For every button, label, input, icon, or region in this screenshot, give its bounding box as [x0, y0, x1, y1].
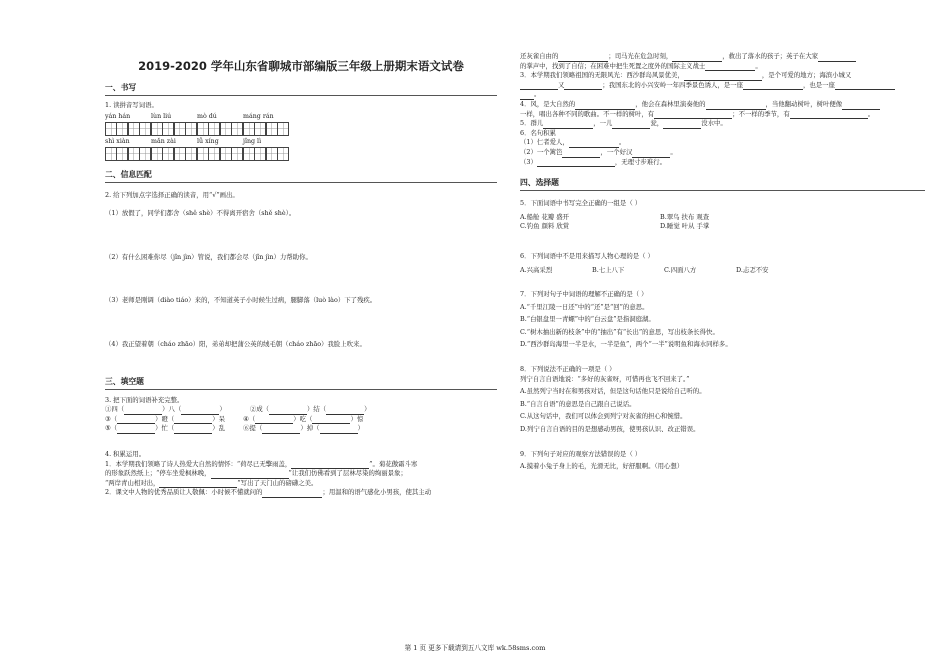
answer-blank[interactable]	[269, 407, 307, 415]
option-a[interactable]: A.船舱 花瓣 盛开	[520, 212, 570, 221]
option-b[interactable]: B.“白银盘里一青螺”中的“白云盘”是指洞庭湖。	[520, 315, 655, 324]
pinyin-item: mò dú	[197, 113, 243, 136]
option-c[interactable]: C.从这句话中，我们可以体会到列宁对灰雀的担心和惋惜。	[520, 412, 687, 421]
answer-blank[interactable]	[612, 121, 650, 129]
writing-grid[interactable]	[243, 147, 289, 161]
section-heading-matching: 二、信息匹配	[105, 169, 497, 183]
option-a[interactable]: A.摸着小兔子身上的毛，光滑无比，好舒服啊。（用心想）	[520, 462, 684, 471]
section-heading-choice: 四、选择题	[520, 177, 925, 191]
option-d[interactable]: D.睡觉 叶从 手掌	[660, 222, 710, 231]
question-2: 2. 给下列加点字选择正确的读音，用“√”画出。	[105, 190, 239, 199]
writing-grid[interactable]	[105, 122, 151, 136]
answer-blank[interactable]	[842, 102, 880, 110]
question-4-3-line-1: 3．本学期我们领略祖国的无限风光：西沙群岛风景优美， ，是个可爱的地方；海滨小城又	[520, 71, 852, 80]
answer-blank[interactable]	[706, 102, 766, 110]
question-4-6-1: （1）仁者爱人， 。	[520, 138, 626, 147]
answer-blank[interactable]	[262, 426, 300, 434]
option-a[interactable]: A.虽然列宁当时在和男孩对话，但是这句话他只是说给自己听的。	[520, 387, 706, 396]
question-4-line-3: “两岸青山相对出， ”写出了天门山的磅礴之美。	[105, 478, 318, 487]
question-8-quote: 列宁自言自语地说：“多好的灰雀呀，可惜再也飞不回来了。”	[520, 374, 690, 383]
answer-blank[interactable]	[320, 426, 358, 434]
pinyin-row-1	[105, 113, 497, 136]
answer-blank[interactable]	[835, 82, 895, 90]
answer-blank[interactable]	[262, 490, 322, 498]
answer-blank[interactable]	[790, 111, 868, 119]
right-column	[520, 52, 925, 472]
question-4-line-2: 的形象跃然纸上；“停车坐爱枫林晚， ”让我们仿佛看到了层林尽染的绚丽景象；	[105, 469, 407, 478]
option-c[interactable]: C.“树木抽出新的枝条”中的“抽出”有“长出”的意思，写出枝条长得快。	[520, 327, 719, 336]
answer-blank[interactable]	[663, 121, 701, 129]
option-c[interactable]: C.四面八方	[664, 265, 697, 274]
question-6: 6．下列词语中不是用来描写人物心理的是（ ）	[520, 251, 654, 260]
question-4-5: 5．群儿 ，一儿 瓮， 没水中。	[520, 119, 727, 128]
writing-grid[interactable]	[151, 122, 197, 136]
answer-blank[interactable]	[684, 73, 762, 81]
page-title: 2019-2020 学年山东省聊城市部编版三年级上册期末语文试卷	[138, 59, 464, 73]
answer-blank[interactable]	[558, 54, 608, 62]
question-4-4-line-1: 4．风，是大自然的 ，他会在森林里演奏他的 ，当他翻动树叶，树叶便像	[520, 100, 925, 110]
question-4-4-line-2: 一样，唱出各种不同的歌曲。不一样的树叶，有 ；不一样的季节，有 。	[520, 109, 875, 118]
continuation-line-1: 还灰雀自由的 ；司马光在危急时刻， ，救出了落水的孩子；英子在大家	[520, 52, 925, 62]
answer-blank[interactable]	[520, 92, 534, 100]
pinyin-item: lǚ xíng	[197, 138, 243, 161]
question-4-3-line-2: 又 ；我国东北的小兴安岭一年四季景色诱人，是一座 ，也是一座	[520, 81, 925, 91]
pinyin-row-2	[105, 138, 497, 161]
fill-row-3: ⑤（ ）忙（ ）乱 ⑥提（ ）掉（ ）	[105, 424, 364, 433]
option-c[interactable]: C.钓鱼 颜料 欣赏	[520, 222, 570, 231]
question-2-item-2: （2）有什么困难你尽（jǐn jìn）管说，我们都会尽（jǐn jìn）力帮助你。	[105, 252, 312, 261]
question-9: 9．下列句子对应的观察方法错误的是（ ）	[520, 449, 642, 458]
question-5: 5．下面词语中书写完全正确的一组是（ ）	[520, 199, 642, 208]
answer-blank[interactable]	[654, 111, 732, 119]
question-1: 1. 读拼音写词语。	[105, 101, 158, 109]
answer-blank[interactable]	[672, 54, 722, 62]
answer-blank[interactable]	[117, 416, 155, 424]
question-4-line-4: 2．课文中人物的优秀品质让人敬佩：小时候不懂就问的 ；用温和的语气感化小男孩，使其主动	[105, 488, 432, 497]
answer-blank[interactable]	[174, 416, 212, 424]
answer-blank[interactable]	[543, 121, 593, 129]
question-7: 7．下列对句子中词语的理解不正确的是（ ）	[520, 290, 648, 299]
option-d[interactable]: D.列宁自言自语的目的是想感动男孩，使男孩认识、改正错误。	[520, 425, 700, 434]
pinyin-item: máng rán	[243, 113, 289, 136]
writing-grid[interactable]	[105, 147, 151, 161]
answer-blank[interactable]	[564, 82, 602, 90]
answer-blank[interactable]	[705, 63, 755, 71]
writing-grid[interactable]	[197, 147, 243, 161]
question-4-line-1: 1．本学期我们领略了诗人热爱大自然的情怀：“荷尽已无擎雨盖， ”。菊花傲霜斗寒	[105, 459, 418, 468]
pinyin-item: shì xiàn	[105, 138, 151, 161]
question-4: 4. 积累运用。	[105, 449, 146, 458]
option-b[interactable]: B.翠鸟 扶布 观查	[660, 212, 710, 221]
answer-blank[interactable]	[537, 159, 615, 167]
question-3: 3. 把下面的词语补充完整。	[105, 395, 184, 404]
option-b[interactable]: B.七上八下	[592, 265, 625, 274]
answer-blank[interactable]	[575, 102, 635, 110]
answer-blank[interactable]	[520, 82, 558, 90]
answer-blank[interactable]	[326, 407, 364, 415]
answer-blank[interactable]	[632, 150, 670, 158]
option-d[interactable]: D.忐忑不安	[736, 265, 769, 274]
fill-row-1: ①四（ ）八（ ） ②成（ ）结（ ）	[105, 405, 371, 414]
question-2-item-1: （1）放假了，同学们都舍（shě shè）不得离开宿舍（shě shè）。	[105, 209, 296, 218]
option-a[interactable]: A.“千里江陵一日还”中的“还”是“回”的意思。	[520, 302, 649, 311]
answer-blank[interactable]	[124, 407, 162, 415]
question-4-6: 6．名句积累	[520, 128, 557, 137]
pinyin-item: jǐng lì	[243, 138, 289, 161]
question-4-3-line-3: 。	[520, 90, 925, 100]
question-8: 8．下列说法不正确的一项是（ ）	[520, 365, 616, 374]
answer-blank[interactable]	[211, 471, 289, 479]
pinyin-item: mǎn zài	[151, 138, 197, 161]
writing-grid[interactable]	[243, 122, 289, 136]
continuation-line-2: 的掌声中，找到了自信；在困难中把生死置之度外的国际主义战士 。	[520, 61, 762, 70]
question-2-item-3: （3）老师是刚调（diào tiáo）来的，不知道英子小时候生过病，腿脚落（luò lào）下了残疾。	[105, 296, 377, 305]
option-d[interactable]: D.“西沙群岛海里一半是水，一半是鱼”，两个“一半”说明鱼和海水同样多。	[520, 340, 732, 349]
fill-row-2: ③（ ）瞪（ ）呆 ④（ ）吃（ ）惊	[105, 414, 364, 423]
page-footer: 第 1 页 更多下载请到五八文库 wk.58sms.com	[404, 644, 546, 652]
question-2-item-4: （4）我正望着朝（cháo zhāo）阳，弟弟却把蒲公英的绒毛朝（cháo zhāo）我脸上吹来。	[105, 339, 366, 348]
option-b[interactable]: B.“自言自语”的意思是自己跟自己说话。	[520, 399, 636, 408]
answer-blank[interactable]	[174, 426, 212, 434]
pinyin-item: lùn liú	[151, 113, 197, 136]
question-4-6-3: （3） ，无理寸步难行。	[520, 157, 666, 166]
question-5-options	[520, 213, 925, 232]
answer-blank[interactable]	[818, 54, 856, 62]
answer-blank[interactable]	[743, 82, 803, 90]
question-4-6-2: （2）一个篱笆 ，一个好汉 。	[520, 147, 677, 156]
answer-blank[interactable]	[181, 407, 219, 415]
left-column	[105, 52, 497, 498]
writing-grid[interactable]	[197, 122, 243, 136]
answer-blank[interactable]	[562, 150, 600, 158]
section-heading-writing: 一、书写	[105, 82, 497, 96]
option-a[interactable]: A.兴高采烈	[520, 265, 553, 274]
answer-blank[interactable]	[291, 461, 369, 469]
writing-grid[interactable]	[151, 147, 197, 161]
pinyin-item: yán hán	[105, 113, 151, 136]
question-6-options	[520, 266, 925, 276]
answer-blank[interactable]	[117, 426, 155, 434]
section-heading-fill: 三、填空题	[105, 376, 497, 390]
answer-blank[interactable]	[569, 140, 619, 148]
